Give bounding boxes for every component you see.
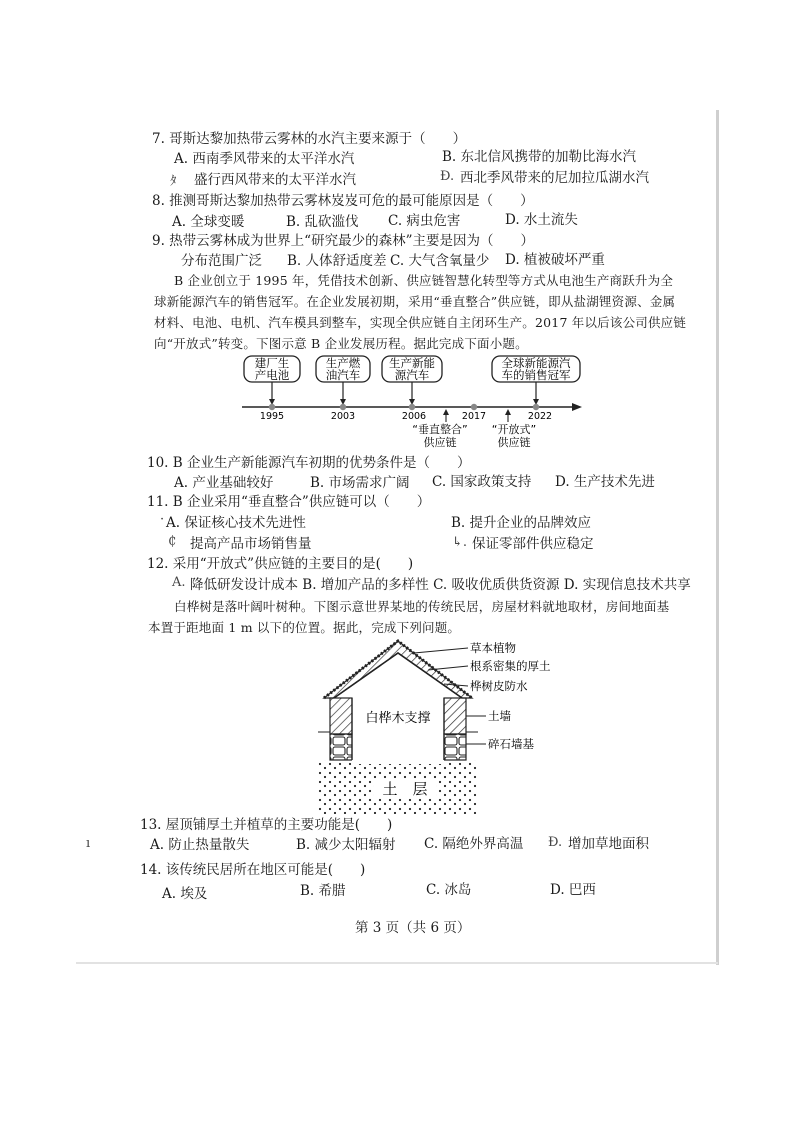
- right-earth-wall: [444, 698, 466, 734]
- passage1-line: 向“开放式”转变。下图示意 B 企业发展历程。据此完成下面小题。: [154, 336, 528, 351]
- q11-stem: 11. B 企业采用“垂直整合”供应链可以（ ）: [147, 494, 431, 510]
- left-earth-wall: [330, 698, 352, 734]
- development-timeline: [236, 352, 586, 452]
- year-label: 2003: [330, 411, 356, 422]
- phase-arrowhead: [505, 409, 511, 415]
- event-label: 生产新能: [389, 356, 435, 370]
- q8-stem: 8. 推测哥斯达黎加热带云雾林岌岌可危的最可能原因是（ ）: [152, 193, 534, 209]
- q13-stem: 13. 屋顶铺厚土并植草的主要功能是( ): [140, 817, 393, 833]
- q10-option-b: B. 市场需求广阔: [310, 475, 410, 491]
- q8-option-a: A. 全球变暖: [172, 214, 245, 230]
- right-rubble-foundation: [444, 734, 466, 760]
- year-label: 1995: [259, 411, 285, 422]
- q13-option-a: A. 防止热量散失: [150, 837, 250, 853]
- q7-option-a: A. 西南季风带来的太平洋水汽: [174, 151, 355, 167]
- passage2-line: 白桦树是落叶阔叶树种。下图示意世界某地的传统民居，房屋材料就地取材，房间地面基: [174, 599, 670, 614]
- page-footer: 第 3 页（共 6 页）: [355, 920, 471, 936]
- handwritten-mark: ↳.: [452, 535, 468, 550]
- passage1-line: B 企业创立于 1995 年，凭借技术创新、供应链智慧化转型等方式从电池生产商跃升为全: [174, 273, 674, 288]
- q11-option-b: B. 提升企业的品牌效应: [451, 515, 592, 531]
- event-label: 产电池: [254, 368, 290, 382]
- year-label: 2006: [401, 411, 427, 422]
- event-label: 全球新能源汽: [501, 356, 571, 370]
- label-bark: 桦树皮防水: [470, 679, 528, 693]
- q11-option-a: A. 保证核心技术先进性: [166, 515, 306, 531]
- handwritten-mark: Ð.: [548, 835, 563, 850]
- q8-option-d: D. 水土流失: [505, 212, 578, 228]
- event-label: 车的销售冠军: [501, 368, 571, 382]
- event-label: 建厂生: [254, 356, 290, 370]
- label-soil-roof: 根系密集的厚土: [470, 659, 551, 673]
- traditional-house-diagram: [318, 636, 552, 816]
- phase-arrowhead: [443, 409, 449, 415]
- leader-line: [414, 648, 468, 653]
- passage1-line: 球新能源汽车的销售冠军。在企业发展初期，采用“垂直整合”供应链，即从盐湖锂资源、金属: [154, 294, 676, 309]
- handwritten-mark: A.: [172, 575, 186, 590]
- phase-label-open: 供应链: [497, 436, 531, 449]
- support-label: 白桦木支撑: [365, 711, 431, 726]
- event-dot: [409, 404, 415, 410]
- event-dot: [471, 404, 477, 410]
- q14-option-c: C. 冰岛: [426, 882, 472, 898]
- q10-option-c: C. 国家政策支持: [432, 474, 532, 490]
- event-label: 油汽车: [325, 368, 361, 382]
- q14-stem: 14. 该传统民居所在地区可能是( ): [140, 862, 366, 878]
- timeline-arrowhead: [572, 403, 582, 411]
- phase-label-open: “开放式”: [491, 423, 537, 436]
- q8-option-c: C. 病虫危害: [388, 213, 461, 229]
- q7-option-c: 盛行西风带来的太平洋水汽: [194, 172, 356, 188]
- year-label: 2017: [461, 411, 487, 422]
- scan-edge-bottom: [76, 962, 718, 964]
- q10-stem: 10. B 企业生产新能源汽车初期的优势条件是（ ）: [147, 455, 471, 471]
- q9-option-d: D. 植被破坏严重: [505, 252, 605, 268]
- floor-gap: [352, 760, 444, 764]
- soil-label: 土 层: [382, 780, 428, 798]
- scan-edge-right: [716, 110, 719, 965]
- q9-stem: 9. 热带云雾林成为世界上“研究最少的森林”主要是因为（ ）: [152, 233, 534, 249]
- label-grass: 草本植物: [470, 641, 516, 655]
- q7-option-d: 西北季风带来的尼加拉瓜湖水汽: [460, 170, 649, 186]
- event-dot: [269, 404, 275, 410]
- q14-option-b: B. 希腊: [300, 883, 346, 899]
- passage1-line: 材料、电池、电机、汽车模具到整车，实现全供应链自主闭环生产。2017 年以后该公司供应链: [154, 315, 687, 330]
- q7-stem: 7. 哥斯达黎加热带云雾林的水汽主要来源于（ ）: [152, 131, 467, 147]
- event-label: 生产燃: [325, 356, 361, 370]
- q13-option-b: B. 减少太阳辐射: [296, 837, 396, 853]
- phase-label-vertical: “垂直整合”: [412, 423, 468, 436]
- q13-option-d: 增加草地面积: [568, 836, 649, 852]
- event-dot: [533, 404, 539, 410]
- q13-option-c: C. 隔绝外界高温: [424, 836, 524, 852]
- phase-label-vertical: 供应链: [423, 436, 457, 449]
- q11-option-c: 提高产品市场销售量: [190, 536, 312, 552]
- handwritten-mark: ·: [160, 512, 165, 527]
- q12-stem: 12. 采用“开放式”供应链的主要目的是( ): [147, 556, 414, 572]
- year-label: 2022: [527, 411, 553, 422]
- label-rubble: 碎石墙基: [488, 737, 534, 751]
- q11-option-d: 保证零部件供应稳定: [472, 536, 594, 552]
- event-label: 源汽车: [394, 368, 430, 382]
- q8-option-b: B. 乱砍滥伐: [286, 214, 359, 230]
- q9-option-b: B. 人体舒适度差: [287, 253, 387, 269]
- margin-mark: ı: [86, 836, 91, 851]
- q9-option-c: C. 大气含氧量少: [390, 253, 490, 269]
- left-rubble-foundation: [330, 734, 352, 760]
- event-dot: [340, 404, 346, 410]
- passage2-line: 本置于距地面 1 m 以下的位置。据此，完成下列问题。: [148, 620, 461, 635]
- handwritten-mark: Ð.: [440, 169, 455, 184]
- handwritten-mark: ﾀ: [170, 174, 177, 189]
- q10-option-d: D. 生产技术先进: [555, 474, 655, 490]
- handwritten-mark: ₵: [168, 534, 177, 549]
- q14-option-d: D. 巴西: [550, 882, 596, 898]
- q14-option-a: A. 埃及: [162, 886, 208, 902]
- q12-options: 降低研发设计成本 B. 增加产品的多样性 C. 吸收优质供货资源 D. 实现信息技术共享: [190, 577, 691, 593]
- q7-option-b: B. 东北信风携带的加勒比海水汽: [442, 149, 637, 165]
- q10-option-a: A. 产业基础较好: [174, 475, 274, 491]
- q9-option-a: 分布范围广泛: [181, 253, 262, 269]
- label-earth-wall: 土墙: [488, 709, 511, 723]
